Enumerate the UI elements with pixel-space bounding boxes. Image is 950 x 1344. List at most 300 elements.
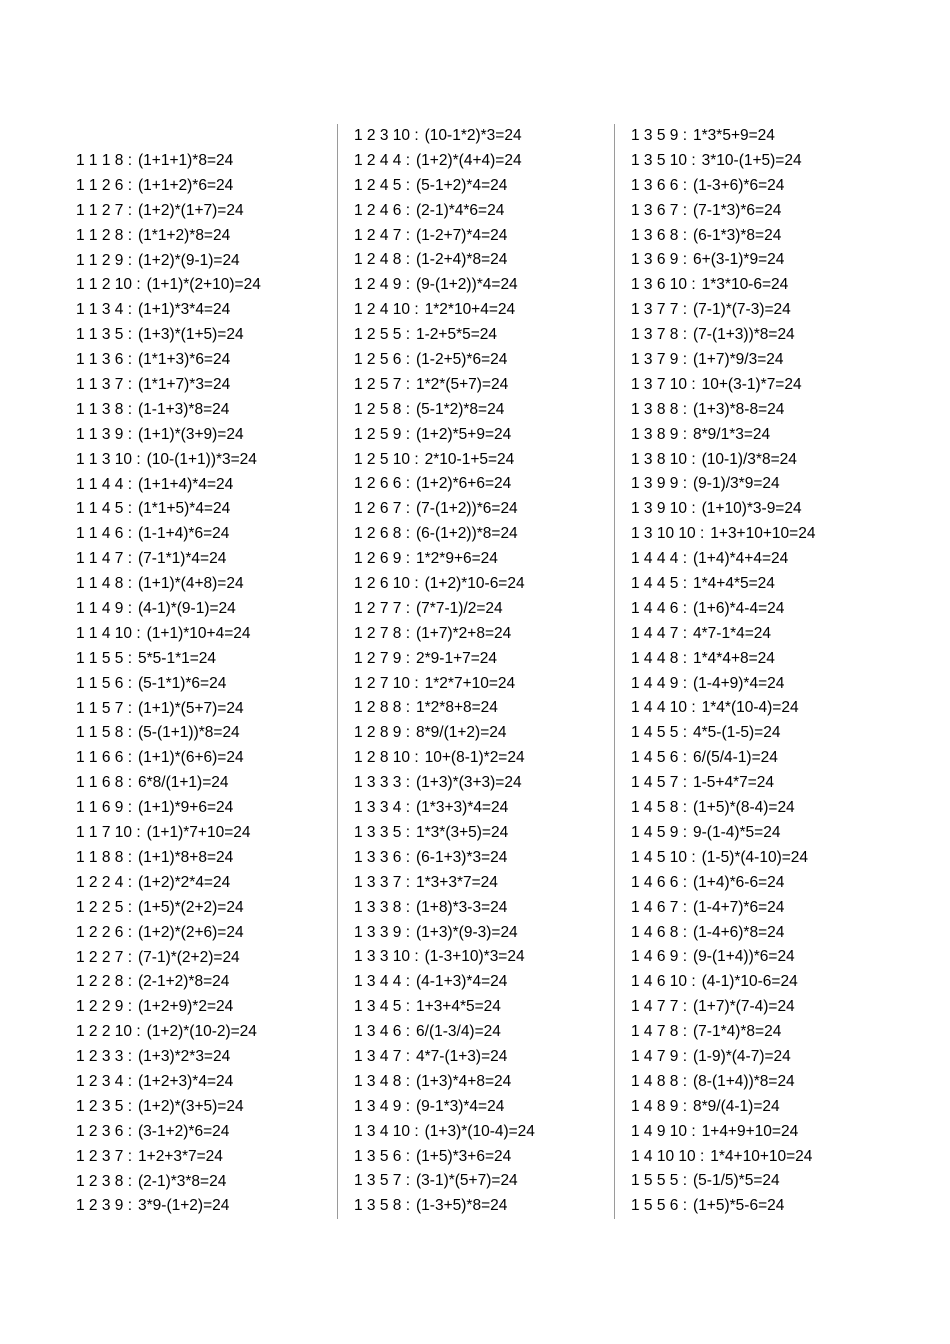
solution-expression: (7-1*1)*4=24 — [138, 550, 227, 568]
solution-expression: (7-1)*(2+2)=24 — [138, 948, 240, 966]
solutions-column-3 — [631, 124, 815, 1219]
solution-expression: (1+5)*5-6=24 — [693, 1197, 785, 1215]
solution-entry — [354, 1169, 535, 1194]
solution-entry — [76, 697, 261, 722]
card-numbers: 1 3 4 7 : — [354, 1047, 411, 1065]
column-divider-2 — [614, 124, 615, 1219]
card-numbers: 1 1 2 6 : — [76, 176, 133, 194]
solution-expression: 1+3+4*5=24 — [416, 998, 501, 1016]
card-numbers: 1 2 5 9 : — [354, 425, 411, 443]
solution-entry — [631, 547, 815, 572]
solution-entry — [631, 921, 815, 946]
card-numbers: 1 1 6 9 : — [76, 799, 133, 817]
solution-entry — [631, 597, 815, 622]
solution-expression: (1+2)*6+6=24 — [416, 475, 512, 493]
card-numbers: 1 3 5 10 : — [631, 151, 696, 169]
solution-entry — [631, 1169, 815, 1194]
solution-entry — [631, 348, 815, 373]
solution-expression: (9-1)/3*9=24 — [693, 475, 780, 493]
solution-expression: 2*9-1+7=24 — [416, 649, 498, 667]
card-numbers: 1 1 3 7 : — [76, 376, 133, 394]
card-numbers: 1 2 2 6 : — [76, 923, 133, 941]
card-numbers: 1 2 3 4 : — [76, 1072, 133, 1090]
card-numbers: 1 1 2 7 : — [76, 201, 133, 219]
solution-expression: (1*3+3)*4=24 — [416, 799, 509, 817]
card-numbers: 1 3 10 10 : — [631, 525, 705, 543]
solution-entry — [354, 871, 535, 896]
solution-expression: (1+1)*(6+6)=24 — [138, 749, 244, 767]
card-numbers: 1 2 5 10 : — [354, 450, 419, 468]
solution-expression: (1+3)*4+8=24 — [416, 1072, 512, 1090]
card-numbers: 1 4 6 7 : — [631, 898, 688, 916]
solution-expression: (4-1+3)*4=24 — [416, 973, 508, 991]
solution-entry — [354, 672, 535, 697]
solution-entry — [354, 597, 535, 622]
card-numbers: 1 4 8 8 : — [631, 1072, 688, 1090]
solution-expression: (1-4+7)*6=24 — [693, 898, 785, 916]
solution-entry — [631, 1194, 815, 1219]
solution-expression: 1*2*10+4=24 — [424, 301, 516, 319]
solution-expression: 10+(8-1)*2=24 — [424, 749, 525, 767]
card-numbers: 1 4 6 6 : — [631, 873, 688, 891]
card-numbers: 1 5 5 6 : — [631, 1197, 688, 1215]
solution-expression: (5-1*1)*6=24 — [138, 674, 227, 692]
card-numbers: 1 1 3 5 : — [76, 326, 133, 344]
card-numbers: 1 3 6 6 : — [631, 176, 688, 194]
solution-expression: 2*10-1+5=24 — [424, 450, 515, 468]
solution-entry — [631, 945, 815, 970]
card-numbers: 1 3 3 8 : — [354, 898, 411, 916]
solution-expression: (1-2+7)*4=24 — [416, 226, 508, 244]
card-numbers: 1 2 5 5 : — [354, 326, 411, 344]
card-numbers: 1 1 6 8 : — [76, 774, 133, 792]
solution-entry — [631, 174, 815, 199]
card-numbers: 1 2 6 7 : — [354, 500, 411, 518]
solution-entry — [76, 846, 261, 871]
card-numbers: 1 1 4 7 : — [76, 550, 133, 568]
solution-entry — [76, 672, 261, 697]
card-numbers: 1 3 4 5 : — [354, 998, 411, 1016]
solution-expression: (1-1+4)*6=24 — [138, 525, 230, 543]
card-numbers: 1 2 6 10 : — [354, 575, 419, 593]
solution-entry — [76, 572, 261, 597]
solution-expression: 1*4+4*5=24 — [693, 575, 775, 593]
solution-entry — [354, 622, 535, 647]
card-numbers: 1 4 5 10 : — [631, 848, 696, 866]
solution-expression: (3-1)*(5+7)=24 — [416, 1172, 518, 1190]
solution-entry — [631, 124, 815, 149]
solution-expression: 6+(3-1)*9=24 — [693, 251, 785, 269]
solution-entry — [631, 522, 815, 547]
solution-expression: (1+4)*4+4=24 — [693, 550, 789, 568]
card-numbers: 1 2 6 9 : — [354, 550, 411, 568]
solution-expression: 8*9/1*3=24 — [693, 425, 771, 443]
solution-expression: (1-4+6)*8=24 — [693, 923, 785, 941]
solution-expression: (1+1+4)*4=24 — [138, 475, 234, 493]
solution-expression: (1*1+2)*8=24 — [138, 226, 231, 244]
solution-expression: 1-2+5*5=24 — [416, 326, 498, 344]
solution-expression: (1-4+9)*4=24 — [693, 674, 785, 692]
solution-entry — [76, 896, 261, 921]
solution-expression: (1-3+5)*8=24 — [416, 1197, 508, 1215]
solution-expression: (7-1)*(7-3)=24 — [693, 301, 791, 319]
card-numbers: 1 2 3 5 : — [76, 1097, 133, 1115]
solution-entry — [76, 647, 261, 672]
solution-entry — [76, 995, 261, 1020]
solution-entry — [76, 497, 261, 522]
solution-expression: (1+8)*3-3=24 — [416, 898, 508, 916]
card-numbers: 1 3 9 10 : — [631, 500, 696, 518]
solution-expression: 6/(1-3/4)=24 — [416, 1023, 501, 1041]
solution-expression: (10-1)/3*8=24 — [701, 450, 797, 468]
card-numbers: 1 1 4 8 : — [76, 575, 133, 593]
solution-entry — [76, 448, 261, 473]
solution-entry — [631, 497, 815, 522]
solution-expression: (1+3)*2*3=24 — [138, 1048, 231, 1066]
solution-expression: (1+10)*3-9=24 — [701, 500, 802, 518]
solution-entry — [76, 597, 261, 622]
solution-expression: (1+3)*(1+5)=24 — [138, 326, 244, 344]
solution-expression: 1*3*5+9=24 — [693, 127, 775, 144]
solution-entry — [631, 224, 815, 249]
card-numbers: 1 2 2 10 : — [76, 1023, 141, 1041]
solution-entry — [76, 746, 261, 771]
solution-expression: (6-1*3)*8=24 — [693, 226, 782, 244]
card-numbers: 1 2 5 7 : — [354, 375, 411, 393]
solution-entry — [76, 921, 261, 946]
card-numbers: 1 3 3 6 : — [354, 848, 411, 866]
column-divider-1 — [337, 124, 338, 1219]
solution-expression: (1*1+5)*4=24 — [138, 500, 231, 518]
solution-expression: 4*7-(1+3)=24 — [416, 1047, 508, 1065]
solution-entry — [354, 149, 535, 174]
card-numbers: 1 4 6 8 : — [631, 923, 688, 941]
solution-expression: 1*3*10-6=24 — [701, 276, 789, 294]
solution-expression: 3*9-(1+2)=24 — [138, 1197, 230, 1215]
card-numbers: 1 3 8 8 : — [631, 400, 688, 418]
card-numbers: 1 1 4 5 : — [76, 500, 133, 518]
solution-entry — [76, 721, 261, 746]
solution-expression: 4*7-1*4=24 — [693, 624, 772, 642]
solution-entry — [631, 423, 815, 448]
card-numbers: 1 2 3 3 : — [76, 1048, 133, 1066]
card-numbers: 1 3 9 9 : — [631, 475, 688, 493]
solution-expression: (6-(1+2))*8=24 — [416, 525, 518, 543]
solution-expression: (7-(1+3))*8=24 — [693, 326, 795, 344]
card-numbers: 1 2 8 9 : — [354, 724, 411, 742]
solution-entry — [354, 199, 535, 224]
solution-expression: (1-5)*(4-10)=24 — [701, 848, 809, 866]
card-numbers: 1 1 2 8 : — [76, 226, 133, 244]
card-numbers: 1 3 6 8 : — [631, 226, 688, 244]
card-numbers: 1 2 4 6 : — [354, 201, 411, 219]
solution-expression: 6/(5/4-1)=24 — [693, 749, 778, 767]
solution-entry — [354, 1120, 535, 1145]
solution-expression: 1*2*8+8=24 — [416, 699, 498, 717]
solution-entry — [76, 1194, 261, 1219]
solution-entry — [631, 572, 815, 597]
solution-expression: (4-1)*10-6=24 — [701, 973, 798, 991]
card-numbers: 1 4 4 4 : — [631, 550, 688, 568]
solution-entry — [76, 871, 261, 896]
solution-entry — [631, 1145, 815, 1170]
card-numbers: 1 1 3 4 : — [76, 301, 133, 319]
card-numbers: 1 4 5 9 : — [631, 823, 688, 841]
card-numbers: 1 2 6 8 : — [354, 525, 411, 543]
solution-expression: (1+6)*4-4=24 — [693, 599, 785, 617]
card-numbers: 1 3 3 10 : — [354, 948, 419, 966]
solution-expression: 1+2+3*7=24 — [138, 1147, 223, 1165]
card-numbers: 1 4 4 8 : — [631, 649, 688, 667]
solution-expression: (2-1)*3*8=24 — [138, 1172, 227, 1190]
solution-expression: (5-1/5)*5=24 — [693, 1172, 780, 1190]
solution-entry — [631, 771, 815, 796]
solution-expression: (1+3)*(9-3)=24 — [416, 923, 518, 941]
card-numbers: 1 3 5 7 : — [354, 1172, 411, 1190]
solution-expression: (1*1+3)*6=24 — [138, 351, 231, 369]
solution-entry — [354, 572, 535, 597]
card-numbers: 1 1 3 10 : — [76, 450, 141, 468]
card-numbers: 1 3 8 9 : — [631, 425, 688, 443]
card-numbers: 1 3 7 7 : — [631, 301, 688, 319]
solution-entry — [76, 174, 261, 199]
card-numbers: 1 3 6 7 : — [631, 201, 688, 219]
solution-entry — [76, 547, 261, 572]
solution-entry — [76, 771, 261, 796]
solution-entry — [76, 199, 261, 224]
solution-entry — [76, 522, 261, 547]
solution-entry — [76, 970, 261, 995]
solution-expression: (2-1)*4*6=24 — [416, 201, 505, 219]
card-numbers: 1 1 4 6 : — [76, 525, 133, 543]
card-numbers: 1 4 7 7 : — [631, 998, 688, 1016]
solution-expression: (6-1+3)*3=24 — [416, 848, 508, 866]
solution-expression: (1+1)*8+8=24 — [138, 848, 234, 866]
card-numbers: 1 2 6 6 : — [354, 475, 411, 493]
solution-expression: (1+2+9)*2=24 — [138, 998, 234, 1016]
solution-expression: 1+3+10+10=24 — [710, 525, 816, 543]
solution-entry — [76, 149, 261, 174]
card-numbers: 1 2 3 10 : — [354, 127, 419, 144]
solution-expression: 8*9/(1+2)=24 — [416, 724, 507, 742]
solution-entry — [354, 348, 535, 373]
card-numbers: 1 2 7 7 : — [354, 599, 411, 617]
card-numbers: 1 2 2 5 : — [76, 898, 133, 916]
solution-expression: (5-(1+1))*8=24 — [138, 724, 240, 742]
solution-expression: (1+7)*9/3=24 — [693, 351, 784, 369]
solution-expression: (1+2)*5+9=24 — [416, 425, 512, 443]
solution-entry — [354, 298, 535, 323]
solution-expression: (1+2)*10-6=24 — [424, 575, 525, 593]
solution-entry — [76, 946, 261, 971]
solution-entry — [354, 721, 535, 746]
card-numbers: 1 2 2 9 : — [76, 998, 133, 1016]
card-numbers: 1 3 6 10 : — [631, 276, 696, 294]
solution-entry — [354, 1145, 535, 1170]
card-numbers: 1 2 2 7 : — [76, 948, 133, 966]
solution-expression: (1-2+4)*8=24 — [416, 251, 508, 269]
card-numbers: 1 3 5 9 : — [631, 127, 688, 144]
solution-entry — [631, 696, 815, 721]
solution-expression: (1-2+5)*6=24 — [416, 351, 508, 369]
card-numbers: 1 4 4 9 : — [631, 674, 688, 692]
solution-entry — [631, 472, 815, 497]
card-numbers: 1 1 3 8 : — [76, 400, 133, 418]
card-numbers: 1 1 3 9 : — [76, 425, 133, 443]
solution-expression: (7-(1+2))*6=24 — [416, 500, 518, 518]
solution-entry — [354, 995, 535, 1020]
solution-expression: (1+5)*(8-4)=24 — [693, 799, 795, 817]
solution-entry — [76, 796, 261, 821]
solution-expression: (1-3+10)*3=24 — [424, 948, 525, 966]
solution-entry — [354, 1070, 535, 1095]
solution-entry — [76, 273, 261, 298]
solution-entry — [354, 174, 535, 199]
card-numbers: 1 2 8 8 : — [354, 699, 411, 717]
card-numbers: 1 3 8 10 : — [631, 450, 696, 468]
solution-expression: 1-5+4*7=24 — [693, 774, 775, 792]
solution-entry — [354, 1045, 535, 1070]
solution-entry — [76, 398, 261, 423]
solution-expression: (1+7)*2+8=24 — [416, 624, 512, 642]
solution-expression: (1+1)*(5+7)=24 — [138, 699, 244, 717]
card-numbers: 1 1 4 9 : — [76, 600, 133, 618]
solution-expression: (1+2)*(3+5)=24 — [138, 1097, 244, 1115]
solution-entry — [631, 647, 815, 672]
card-numbers: 1 4 5 6 : — [631, 749, 688, 767]
card-numbers: 1 2 3 6 : — [76, 1122, 133, 1140]
card-numbers: 1 3 4 4 : — [354, 973, 411, 991]
card-numbers: 1 3 4 9 : — [354, 1097, 411, 1115]
solution-entry — [76, 1145, 261, 1170]
card-numbers: 1 2 7 8 : — [354, 624, 411, 642]
card-numbers: 1 2 4 8 : — [354, 251, 411, 269]
solution-entry — [631, 672, 815, 697]
solution-entry — [354, 945, 535, 970]
card-numbers: 1 1 1 8 : — [76, 152, 133, 169]
solution-expression: (1+2)*(10-2)=24 — [146, 1023, 257, 1041]
solution-entry — [354, 746, 535, 771]
solution-entry — [631, 1070, 815, 1095]
solution-expression: 1*4*(10-4)=24 — [701, 699, 799, 717]
solution-expression: (1+3)*(3+3)=24 — [416, 774, 522, 792]
solution-expression: 5*5-1*1=24 — [138, 649, 217, 667]
card-numbers: 1 1 2 10 : — [76, 276, 141, 294]
card-numbers: 1 2 4 9 : — [354, 276, 411, 294]
solution-expression: (4-1)*(9-1)=24 — [138, 600, 236, 618]
card-numbers: 1 4 10 10 : — [631, 1147, 705, 1165]
solution-expression: (1-1+3)*8=24 — [138, 400, 230, 418]
card-numbers: 1 2 4 10 : — [354, 301, 419, 319]
solution-expression: (1+2)*2*4=24 — [138, 873, 231, 891]
card-numbers: 1 2 4 5 : — [354, 176, 411, 194]
solution-expression: (2-1+2)*8=24 — [138, 973, 230, 991]
solution-entry — [354, 373, 535, 398]
solution-entry — [76, 622, 261, 647]
solution-entry — [354, 796, 535, 821]
solution-expression: (1+2+3)*4=24 — [138, 1072, 234, 1090]
card-numbers: 1 3 3 4 : — [354, 799, 411, 817]
solution-entry — [631, 398, 815, 423]
solution-entry — [354, 124, 535, 149]
card-numbers: 1 4 7 8 : — [631, 1023, 688, 1041]
solution-entry — [631, 995, 815, 1020]
solution-entry — [631, 373, 815, 398]
solution-entry — [76, 224, 261, 249]
solution-expression: (1+2)*(9-1)=24 — [138, 251, 240, 269]
solution-entry — [631, 273, 815, 298]
card-numbers: 1 2 3 9 : — [76, 1197, 133, 1215]
solution-entry — [354, 497, 535, 522]
solution-entry — [631, 1120, 815, 1145]
card-numbers: 1 1 6 6 : — [76, 749, 133, 767]
solution-entry — [76, 323, 261, 348]
solution-expression: (1+2)*(2+6)=24 — [138, 923, 244, 941]
solution-expression: 8*9/(4-1)=24 — [693, 1097, 780, 1115]
solution-entry — [76, 1045, 261, 1070]
solution-entry — [76, 1095, 261, 1120]
card-numbers: 1 4 4 10 : — [631, 699, 696, 717]
solution-expression: (1+7)*(7-4)=24 — [693, 998, 795, 1016]
solution-expression: (1+1+2)*6=24 — [138, 176, 234, 194]
solution-expression: 1*3*(3+5)=24 — [416, 823, 509, 841]
solution-entry — [76, 1170, 261, 1195]
solution-expression: 1*4*4+8=24 — [693, 649, 775, 667]
solution-expression: (1*1+7)*3=24 — [138, 376, 231, 394]
solution-entry — [354, 472, 535, 497]
solution-entry — [76, 821, 261, 846]
card-numbers: 1 1 8 8 : — [76, 848, 133, 866]
card-numbers: 1 3 5 8 : — [354, 1197, 411, 1215]
solution-entry — [631, 448, 815, 473]
solution-entry — [354, 398, 535, 423]
solution-expression: 6*8/(1+1)=24 — [138, 774, 229, 792]
card-numbers: 1 3 4 10 : — [354, 1122, 419, 1140]
card-numbers: 1 1 2 9 : — [76, 251, 133, 269]
solution-entry — [631, 323, 815, 348]
solution-expression: (1+3)*(10-4)=24 — [424, 1122, 535, 1140]
solution-expression: (1+5)*3+6=24 — [416, 1147, 512, 1165]
solution-expression: (7-1*3)*6=24 — [693, 201, 782, 219]
solution-entry — [76, 1020, 261, 1045]
solution-entry — [76, 348, 261, 373]
solution-entry — [631, 796, 815, 821]
solution-entry — [631, 1045, 815, 1070]
card-numbers: 1 3 4 6 : — [354, 1023, 411, 1041]
card-numbers: 1 1 5 5 : — [76, 649, 133, 667]
solution-entry — [631, 1020, 815, 1045]
solution-entry — [354, 696, 535, 721]
solution-entry — [354, 273, 535, 298]
solution-expression: (1+2)*(4+4)=24 — [416, 151, 522, 169]
card-numbers: 1 2 2 4 : — [76, 873, 133, 891]
card-numbers: 1 1 4 10 : — [76, 624, 141, 642]
card-numbers: 1 2 3 8 : — [76, 1172, 133, 1190]
solution-expression: (1+3)*8-8=24 — [693, 400, 785, 418]
solution-entry — [631, 746, 815, 771]
solution-entry — [354, 1020, 535, 1045]
solution-expression: 4*5-(1-5)=24 — [693, 724, 781, 742]
card-numbers: 1 1 7 10 : — [76, 824, 141, 842]
solution-entry — [631, 622, 815, 647]
card-numbers: 1 2 4 4 : — [354, 151, 411, 169]
solution-expression: (7-1*4)*8=24 — [693, 1023, 782, 1041]
solution-entry — [631, 248, 815, 273]
solution-expression: (1+5)*(2+2)=24 — [138, 898, 244, 916]
solution-expression: (9-(1+2))*4=24 — [416, 276, 518, 294]
card-numbers: 1 1 3 6 : — [76, 351, 133, 369]
solution-expression: 3*10-(1+5)=24 — [701, 151, 802, 169]
